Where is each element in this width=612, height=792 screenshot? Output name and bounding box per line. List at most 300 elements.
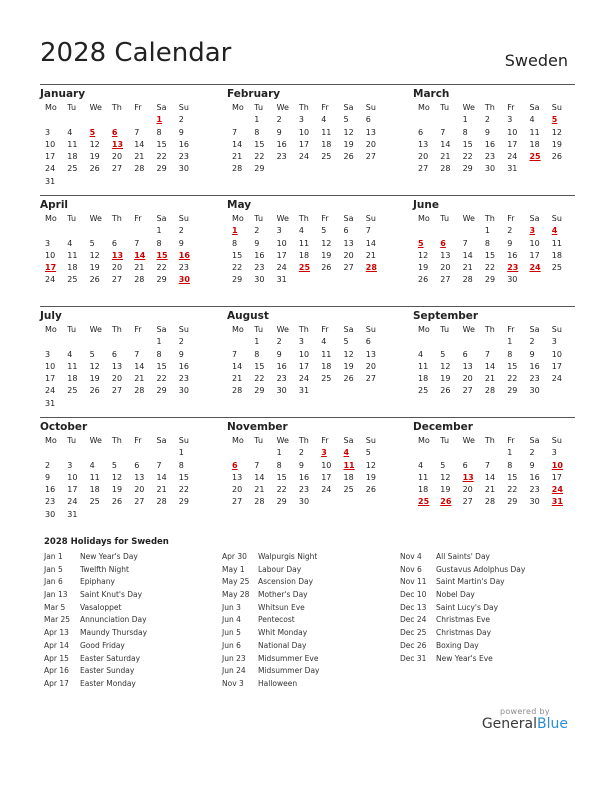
day-cell: 2 [298,448,304,458]
day-header: Th [298,103,309,112]
day-cell: 25 [551,263,562,273]
day-cell: 9 [507,238,513,248]
holiday-item [400,551,525,564]
day-cell: 3 [551,448,557,458]
day-cell [107,447,129,459]
day-cell: 19 [343,139,354,149]
day-cell: 21 [156,485,167,495]
months-grid [40,84,575,528]
holiday-name: Easter Monday [80,678,136,688]
day-cell: 24 [45,164,56,174]
day-cell: 10 [298,127,310,137]
day-cell: 29 [156,386,167,396]
day-cell [316,385,338,397]
day-cell: 27 [343,263,354,273]
day-cell: 20 [365,139,376,149]
day-header: Tu [254,214,264,223]
day-cell: 7 [232,349,238,359]
day-cell [316,163,338,175]
week-row [40,225,196,237]
day-cell: 9 [254,238,260,248]
holiday-date: Apr 14 [44,640,69,650]
holiday-name: Good Friday [80,640,125,650]
day-cell [85,114,107,126]
day-cell: 23 [529,374,540,384]
holiday-date: Apr 15 [44,653,69,663]
day-header: Th [298,436,309,445]
day-cell: 8 [178,460,184,470]
day-cell: 7 [484,460,490,470]
day-header: We [89,103,102,112]
month-block [227,198,383,287]
holiday-item [44,576,147,589]
day-cell: 28 [462,275,473,285]
day-cell: 10 [551,349,562,359]
week-row [227,349,383,361]
week-row [227,472,383,484]
day-cell [85,398,107,410]
day-cell [316,274,338,286]
day-cell: 2 [276,115,282,125]
day-cell: 18 [298,250,310,260]
holiday-name: Christmas Eve [436,615,490,625]
holiday-name: Walpurgis Night [258,552,318,561]
day-cell: 3 [67,460,73,470]
week-row [40,509,196,521]
day-cell: 28 [232,164,243,174]
week-row [227,250,383,262]
day-header: Tu [67,103,77,112]
day-header: We [462,103,475,112]
day-cell: 20 [462,485,473,495]
month-name: July [40,310,62,322]
day-cell [480,447,502,459]
holiday-date: Apr 16 [44,666,69,676]
day-cell: 12 [343,349,354,359]
day-cell: 16 [529,472,540,482]
day-header: Fr [321,214,329,223]
day-cell: 7 [254,460,260,470]
day-cell: 16 [529,361,540,371]
day-header: Tu [254,103,264,112]
day-cell: 19 [89,263,100,273]
holidays-title: 2028 Holidays for Sweden [44,537,169,547]
week-row [40,176,196,188]
day-cell: 11 [298,238,310,248]
week-row [413,349,569,361]
week-row [40,238,196,250]
page-title: 2028 Calendar [40,38,232,68]
day-header: Su [551,214,562,223]
day-cell: 2 [529,448,535,458]
day-cell: 18 [551,250,562,260]
holiday-day-cell: 6 [440,238,446,248]
day-header: Th [484,436,495,445]
week-row [227,139,383,151]
holiday-name: Saint Martin's Day [436,577,505,587]
day-cell: 17 [298,361,310,371]
day-header: Th [111,103,122,112]
week-row [227,127,383,139]
brand-general: General [481,716,538,732]
day-cell: 24 [321,485,332,495]
week-row [227,114,383,126]
day-cell: 6 [343,226,349,236]
day-cell: 25 [321,152,332,162]
day-header: Fr [507,325,515,334]
week-row [413,361,569,373]
day-cell: 15 [178,472,189,482]
day-cell: 31 [45,176,56,186]
day-cell: 5 [89,238,95,248]
day-cell: 25 [343,485,354,495]
week-row [413,460,569,472]
day-cell: 7 [484,349,490,359]
day-cell [338,274,360,286]
day-cell: 10 [298,349,310,359]
holiday-name: Midsummer Day [258,666,320,676]
holiday-day-cell: 23 [507,263,519,273]
day-cell: 16 [45,485,56,495]
day-header: Tu [440,103,450,112]
day-cell: 23 [178,152,189,162]
day-cell: 8 [507,349,513,359]
day-header: Fr [507,436,515,445]
day-cell: 27 [462,497,473,507]
day-cell: 17 [45,374,56,384]
day-cell [174,398,196,410]
day-cell: 17 [321,472,332,482]
day-cell: 27 [365,152,376,162]
day-cell: 23 [529,485,540,495]
day-header-row [227,435,383,447]
week-row [227,460,383,472]
day-header: Th [111,214,122,223]
day-cell: 2 [254,226,260,236]
day-cell [151,176,173,188]
day-cell: 15 [484,250,496,260]
day-cell: 27 [462,386,473,396]
holiday-day-cell: 25 [529,152,541,162]
day-header-row [413,324,569,336]
holiday-day-cell: 1 [232,226,238,236]
day-cell: 8 [462,127,468,137]
day-cell: 25 [418,386,429,396]
day-cell: 29 [507,386,518,396]
day-header: Sa [156,436,167,445]
day-cell: 20 [232,485,243,495]
holiday-day-cell: 3 [321,448,327,458]
day-cell: 18 [343,472,354,482]
month-block [40,87,196,188]
day-cell: 7 [440,127,446,137]
day-cell: 12 [551,127,562,137]
day-cell: 5 [111,460,117,470]
day-cell: 1 [507,448,513,458]
day-header: Tu [67,436,77,445]
day-header: Sa [529,214,540,223]
holiday-name: Saint Knut's Day [80,590,143,600]
day-cell: 6 [111,349,117,359]
day-cell: 9 [529,349,535,359]
day-cell: 31 [507,164,518,174]
week-row [413,238,569,250]
day-cell [338,385,360,397]
holiday-name: Labour Day [258,564,302,574]
holiday-name: Maundy Thursday [80,628,148,638]
day-cell [174,176,196,188]
week-row [40,472,196,484]
day-header: We [276,325,289,334]
day-cell: 16 [298,472,310,482]
day-cell [85,509,107,521]
day-cell: 6 [418,127,424,137]
day-cell [107,225,129,237]
day-cell: 10 [67,472,78,482]
day-cell: 1 [254,115,260,125]
day-cell: 8 [254,127,260,137]
day-header-row [40,213,196,225]
day-cell: 5 [321,226,327,236]
day-cell: 14 [484,361,496,371]
day-cell: 5 [440,460,446,470]
day-cell: 28 [232,386,243,396]
day-header: Su [551,325,562,334]
day-cell: 30 [529,386,540,396]
day-cell [272,163,294,175]
day-cell: 15 [156,139,167,149]
day-cell: 24 [45,275,56,285]
day-header: Su [365,325,376,334]
day-header: Fr [134,214,142,223]
day-cell: 10 [45,139,56,149]
day-cell [435,336,457,348]
day-cell: 12 [89,250,100,260]
day-cell: 18 [321,139,332,149]
day-cell: 12 [343,127,354,137]
day-header: Th [484,325,495,334]
holiday-name: Midsummer Eve [258,653,319,663]
holiday-name: Epiphany [80,577,115,587]
day-cell: 6 [462,460,468,470]
day-cell [62,447,84,459]
day-cell: 12 [365,460,376,470]
day-cell: 21 [232,152,243,162]
day-cell: 8 [484,238,490,248]
day-cell: 8 [276,460,282,470]
day-cell: 1 [156,226,162,236]
holiday-name: Annunciation Day [80,615,147,625]
day-cell: 16 [178,139,189,149]
day-cell: 14 [232,139,243,149]
holiday-item [400,564,525,577]
day-cell: 7 [365,226,371,236]
day-cell: 2 [45,460,51,470]
day-cell: 9 [276,127,282,137]
day-cell [338,496,360,508]
day-cell: 21 [484,374,496,384]
day-header: Mo [45,436,57,445]
day-header: Fr [507,103,515,112]
day-cell: 5 [440,349,446,359]
week-row [40,373,196,385]
day-cell: 13 [365,127,376,137]
day-cell [174,509,196,521]
day-cell: 24 [276,263,287,273]
holiday-date: Nov 6 [400,564,422,574]
day-cell: 31 [45,398,56,408]
day-cell [107,398,129,410]
day-cell: 27 [111,164,123,174]
day-cell: 12 [89,139,100,149]
day-cell: 24 [67,497,78,507]
day-cell: 9 [178,349,184,359]
day-cell [547,385,569,397]
holiday-day-cell: 28 [365,263,377,273]
day-cell: 11 [551,238,562,248]
day-header: Sa [343,436,354,445]
day-cell: 13 [134,472,145,482]
day-cell: 21 [365,250,376,260]
month-row [40,195,575,306]
holiday-name: Christmas Day [436,628,492,638]
month-name: October [40,421,88,433]
day-cell: 12 [89,361,100,371]
day-cell: 25 [67,275,78,285]
month-block [413,420,569,509]
day-cell: 8 [232,238,238,248]
holiday-day-cell: 13 [111,139,124,149]
day-cell: 19 [89,374,100,384]
day-cell [40,336,62,348]
day-cell: 1 [254,337,260,347]
day-cell: 9 [45,472,51,482]
day-cell: 10 [507,127,518,137]
day-cell: 8 [254,349,260,359]
day-cell: 14 [462,250,473,260]
day-cell: 15 [254,361,265,371]
holiday-name: Pentecost [258,615,295,625]
day-cell [129,225,151,237]
footer-brand [482,707,568,732]
day-header: Su [365,436,376,445]
holiday-name: Whit Monday [258,628,308,638]
week-row [40,250,196,262]
day-cell [294,163,316,175]
holiday-date: Mar 25 [44,615,71,625]
holiday-date: Nov 4 [400,552,422,561]
day-cell: 25 [67,164,78,174]
week-row [227,225,383,237]
holiday-name: Easter Saturday [80,653,141,663]
week-row [227,361,383,373]
day-cell [151,398,173,410]
week-row [40,361,196,373]
month-block [413,87,569,176]
day-header-row [40,324,196,336]
day-cell [40,225,62,237]
holiday-day-cell: 30 [178,275,190,285]
day-cell: 3 [507,115,513,125]
day-cell: 16 [276,361,287,371]
day-cell: 27 [365,374,376,384]
day-header: Tu [254,325,264,334]
week-row [40,151,196,163]
day-cell: 4 [67,127,73,137]
day-cell: 3 [298,337,304,347]
day-cell [62,398,84,410]
day-cell: 28 [156,497,167,507]
day-header: Tu [67,214,77,223]
week-row [40,460,196,472]
day-header: Tu [254,436,264,445]
holiday-name: Easter Sunday [80,666,135,676]
day-cell: 3 [45,238,51,248]
holiday-day-cell: 5 [418,238,424,248]
holiday-date: Jan 1 [44,552,63,561]
day-header: Mo [232,325,244,334]
day-cell: 29 [178,497,189,507]
day-cell: 2 [484,115,490,125]
day-cell: 12 [440,361,451,371]
day-header-row [227,324,383,336]
day-cell: 28 [484,386,496,396]
day-cell: 18 [321,361,332,371]
holiday-item [222,614,319,627]
day-cell: 15 [462,139,473,149]
day-cell [435,114,457,126]
day-cell: 19 [418,263,429,273]
day-cell: 11 [418,361,429,371]
day-cell: 18 [67,152,78,162]
day-cell: 11 [529,127,540,137]
day-cell: 21 [134,374,145,384]
day-cell: 18 [418,485,429,495]
day-cell: 23 [178,263,189,273]
day-header: Fr [321,325,329,334]
day-cell: 4 [321,337,327,347]
day-cell: 4 [89,460,95,470]
day-cell: 26 [89,275,100,285]
day-header-row [413,102,569,114]
holiday-day-cell: 3 [529,226,536,236]
holiday-date: May 25 [222,577,250,587]
day-cell: 20 [440,263,451,273]
day-cell: 31 [276,275,287,285]
day-cell: 3 [551,337,557,347]
day-cell: 3 [45,349,51,359]
holiday-item [222,551,319,564]
day-cell: 6 [134,460,140,470]
day-cell: 17 [551,361,562,371]
holiday-date: Apr 17 [44,678,69,688]
day-header: Su [178,214,189,223]
day-cell [62,336,84,348]
day-cell: 2 [178,337,184,347]
holidays-section [44,537,584,688]
day-cell: 2 [178,115,184,125]
day-cell: 22 [254,152,265,162]
week-row [413,262,569,274]
day-cell: 21 [484,485,496,495]
day-cell: 20 [462,374,473,384]
day-cell [524,163,546,175]
week-row [413,250,569,262]
day-cell: 22 [462,152,473,162]
day-cell [547,163,569,175]
day-header: Th [111,436,122,445]
day-cell: 7 [462,238,468,248]
